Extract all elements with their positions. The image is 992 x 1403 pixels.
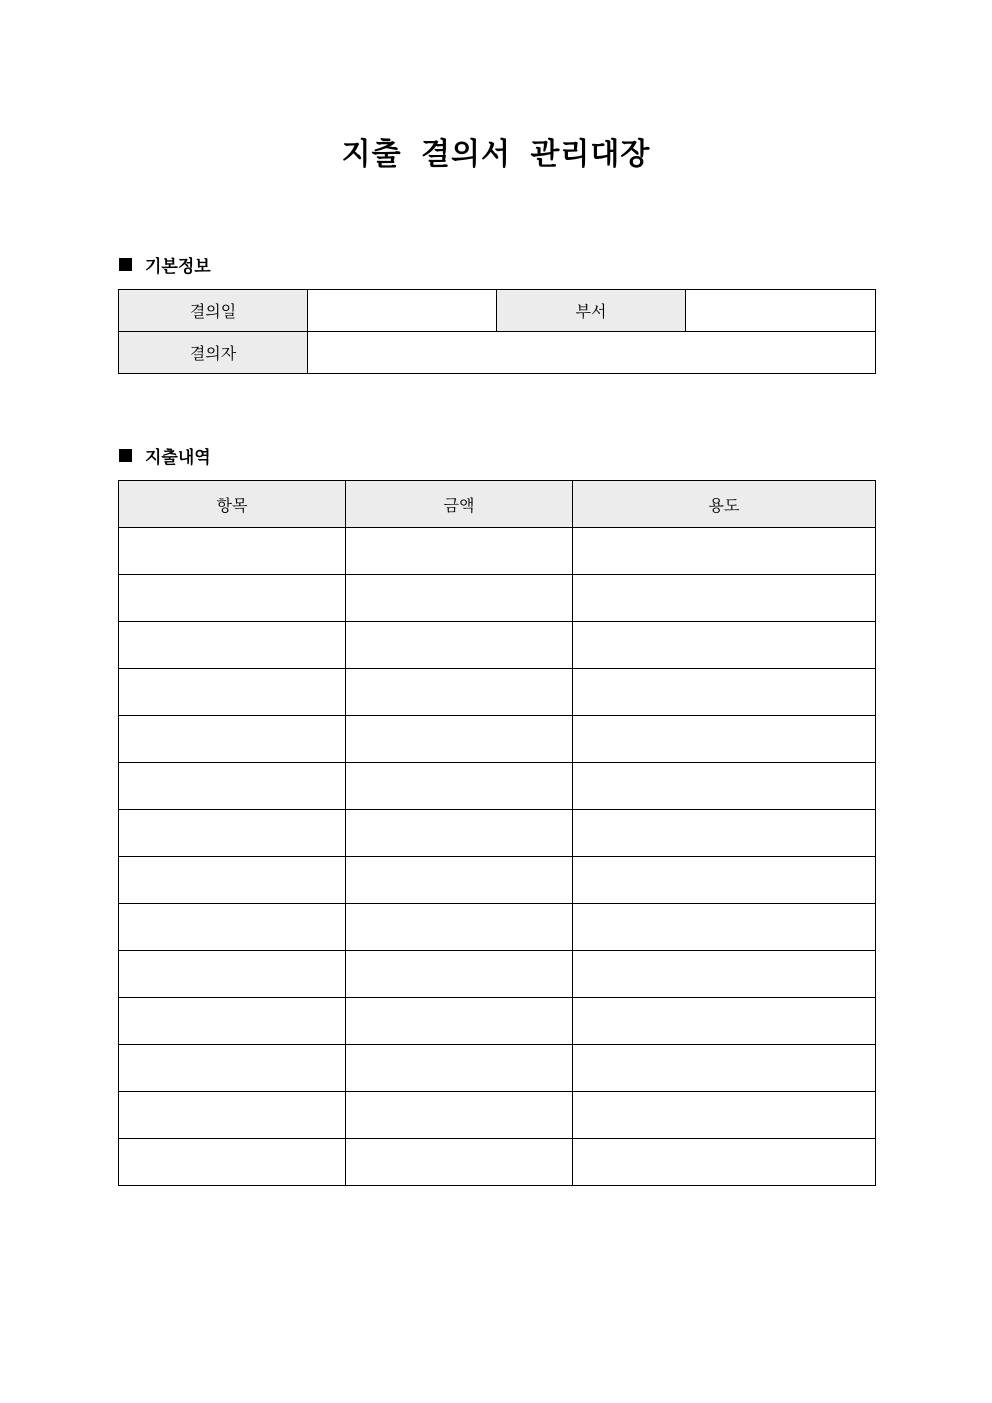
table-row [119, 575, 876, 622]
item-cell[interactable] [119, 528, 346, 575]
square-bullet-icon [119, 258, 132, 271]
expense-heading-label: 지출내역 [145, 447, 211, 468]
amount-cell[interactable] [346, 716, 573, 763]
table-row [119, 716, 876, 763]
basic-info-row [119, 290, 876, 332]
basic-info-heading-label: 기본정보 [145, 256, 211, 277]
item-cell[interactable] [119, 904, 346, 951]
table-row [119, 998, 876, 1045]
table-row [119, 951, 876, 998]
purpose-cell[interactable] [573, 904, 876, 951]
amount-cell[interactable] [346, 669, 573, 716]
amount-cell[interactable] [346, 622, 573, 669]
item-cell[interactable] [119, 763, 346, 810]
column-header-purpose: 용도 [573, 481, 876, 528]
amount-cell[interactable] [346, 1139, 573, 1186]
expense-header-row [119, 481, 876, 528]
table-row [119, 528, 876, 575]
item-cell[interactable] [119, 857, 346, 904]
purpose-cell[interactable] [573, 1139, 876, 1186]
department-field[interactable] [686, 290, 876, 332]
purpose-cell[interactable] [573, 1045, 876, 1092]
item-cell[interactable] [119, 951, 346, 998]
table-row [119, 904, 876, 951]
table-row [119, 857, 876, 904]
table-row [119, 810, 876, 857]
column-header-amount: 금액 [346, 481, 573, 528]
amount-cell[interactable] [346, 998, 573, 1045]
table-row [119, 1092, 876, 1139]
basic-info-heading [119, 251, 211, 277]
item-cell[interactable] [119, 1092, 346, 1139]
table-row [119, 1045, 876, 1092]
amount-cell[interactable] [346, 951, 573, 998]
purpose-cell[interactable] [573, 857, 876, 904]
amount-cell[interactable] [346, 1045, 573, 1092]
expense-table [118, 480, 876, 1186]
item-cell[interactable] [119, 622, 346, 669]
expense-heading [119, 442, 211, 468]
amount-cell[interactable] [346, 810, 573, 857]
amount-cell[interactable] [346, 1092, 573, 1139]
basic-info-row [119, 332, 876, 374]
purpose-cell[interactable] [573, 1092, 876, 1139]
resolver-label: 결의자 [119, 332, 308, 374]
item-cell[interactable] [119, 669, 346, 716]
amount-cell[interactable] [346, 575, 573, 622]
department-label: 부서 [497, 290, 686, 332]
amount-cell[interactable] [346, 528, 573, 575]
resolution-date-label: 결의일 [119, 290, 308, 332]
item-cell[interactable] [119, 998, 346, 1045]
amount-cell[interactable] [346, 763, 573, 810]
resolver-field[interactable] [308, 332, 876, 374]
table-row [119, 622, 876, 669]
amount-cell[interactable] [346, 904, 573, 951]
item-cell[interactable] [119, 575, 346, 622]
square-bullet-icon [119, 449, 132, 462]
item-cell[interactable] [119, 810, 346, 857]
item-cell[interactable] [119, 1139, 346, 1186]
table-row [119, 1139, 876, 1186]
purpose-cell[interactable] [573, 951, 876, 998]
table-row [119, 669, 876, 716]
resolution-date-field[interactable] [308, 290, 497, 332]
purpose-cell[interactable] [573, 528, 876, 575]
purpose-cell[interactable] [573, 716, 876, 763]
column-header-item: 항목 [119, 481, 346, 528]
amount-cell[interactable] [346, 857, 573, 904]
item-cell[interactable] [119, 1045, 346, 1092]
purpose-cell[interactable] [573, 763, 876, 810]
purpose-cell[interactable] [573, 622, 876, 669]
purpose-cell[interactable] [573, 575, 876, 622]
purpose-cell[interactable] [573, 998, 876, 1045]
basic-info-table [118, 289, 876, 374]
document-title: 지출 결의서 관리대장 [341, 137, 651, 172]
purpose-cell[interactable] [573, 810, 876, 857]
table-row [119, 763, 876, 810]
purpose-cell[interactable] [573, 669, 876, 716]
item-cell[interactable] [119, 716, 346, 763]
